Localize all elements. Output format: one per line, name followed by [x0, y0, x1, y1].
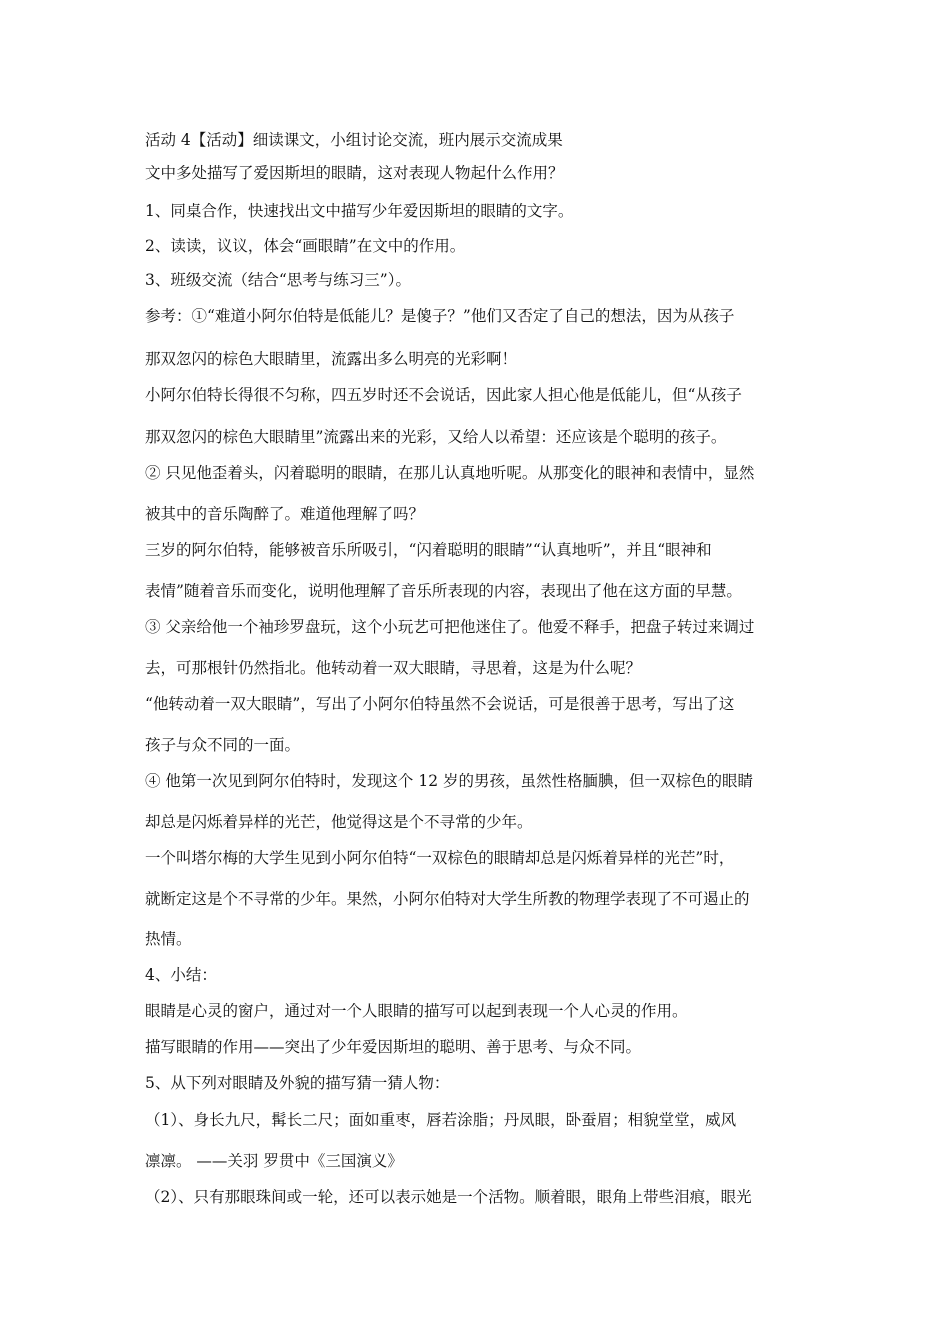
analysis-4-line-2: 就断定这是个不寻常的少年。果然，小阿尔伯特对大学生所教的物理学表现了不可遏止的 [145, 890, 750, 908]
activity-heading: 活动 4【活动】细读课文，小组讨论交流，班内展示交流成果 [145, 131, 563, 149]
task-1: 1、同桌合作，快速找出文中描写少年爱因斯坦的眼睛的文字。 [145, 202, 574, 220]
analysis-3-line-2: 孩子与众不同的一面。 [145, 736, 301, 754]
summary-line-2: 描写眼睛的作用——突出了少年爱因斯坦的聪明、善于思考、与众不同。 [145, 1038, 642, 1056]
analysis-4-line-3: 热情。 [145, 930, 192, 948]
task-2: 2、读读，议议，体会“画眼睛”在文中的作用。 [145, 237, 466, 255]
task-5: 5、从下列对眼睛及外貌的描写猜一猜人物： [145, 1074, 450, 1092]
reference-2-line-2: 被其中的音乐陶醉了。难道他理解了吗？ [145, 505, 425, 523]
discussion-question: 文中多处描写了爱因斯坦的眼睛，这对表现人物起什么作用？ [145, 164, 564, 182]
analysis-4-line-1: 一个叫塔尔梅的大学生见到小阿尔伯特“一双棕色的眼睛却总是闪烁着异样的光芒”时， [145, 849, 735, 867]
reference-1-line-1: 参考：①“难道小阿尔伯特是低能儿？是傻子？”他们又否定了自己的想法，因为从孩子 [145, 307, 735, 325]
analysis-1-line-2: 那双忽闪的棕色大眼睛里”流露出来的光彩，又给人以希望：还应该是个聪明的孩子。 [145, 428, 727, 446]
summary-heading: 4、小结： [145, 966, 217, 984]
task-3: 3、班级交流（结合“思考与练习三”）。 [145, 271, 411, 289]
analysis-3-line-1: “他转动着一双大眼睛”，写出了小阿尔伯特虽然不会说话，可是很善于思考，写出了这 [145, 695, 735, 713]
reference-4-line-1: ④ 他第一次见到阿尔伯特时，发现这个 12 岁的男孩，虽然性格腼腆，但一双棕色的眼睛 [145, 772, 754, 790]
example-1-line-1: （1）、身长九尺，髯长二尺；面如重枣，唇若涂脂；丹凤眼，卧蚕眉；相貌堂堂，威风 [145, 1111, 737, 1129]
analysis-2-line-2: 表情”随着音乐而变化，说明他理解了音乐所表现的内容，表现出了他在这方面的早慧。 [145, 582, 742, 600]
reference-4-line-2: 却总是闪烁着异样的光芒，他觉得这是个不寻常的少年。 [145, 813, 533, 831]
reference-1-line-2: 那双忽闪的棕色大眼睛里，流露出多么明亮的光彩啊！ [145, 350, 518, 368]
reference-3-line-2: 去，可那根针仍然指北。他转动着一双大眼睛，寻思着，这是为什么呢？ [145, 659, 642, 677]
summary-line-1: 眼睛是心灵的窗户，通过对一个人眼睛的描写可以起到表现一个人心灵的作用。 [145, 1002, 688, 1020]
analysis-2-line-1: 三岁的阿尔伯特，能够被音乐所吸引，“闪着聪明的眼睛”“认真地听”，并且“眼神和 [145, 541, 712, 559]
analysis-1-line-1: 小阿尔伯特长得很不匀称，四五岁时还不会说话，因此家人担心他是低能儿，但“从孩子 [145, 386, 742, 404]
reference-3-line-1: ③ 父亲给他一个袖珍罗盘玩，这个小玩艺可把他迷住了。他爱不释手，把盘子转过来调过 [145, 618, 755, 636]
example-2-line-1: （2）、只有那眼珠间或一轮，还可以表示她是一个活物。顺着眼，眼角上带些泪痕，眼光 [145, 1188, 752, 1206]
reference-2-line-1: ② 只见他歪着头，闪着聪明的眼睛，在那儿认真地听呢。从那变化的眼神和表情中，显然 [145, 464, 755, 482]
example-1-line-2: 凛凛。 ——关羽 罗贯中《三国演义》 [145, 1152, 403, 1170]
